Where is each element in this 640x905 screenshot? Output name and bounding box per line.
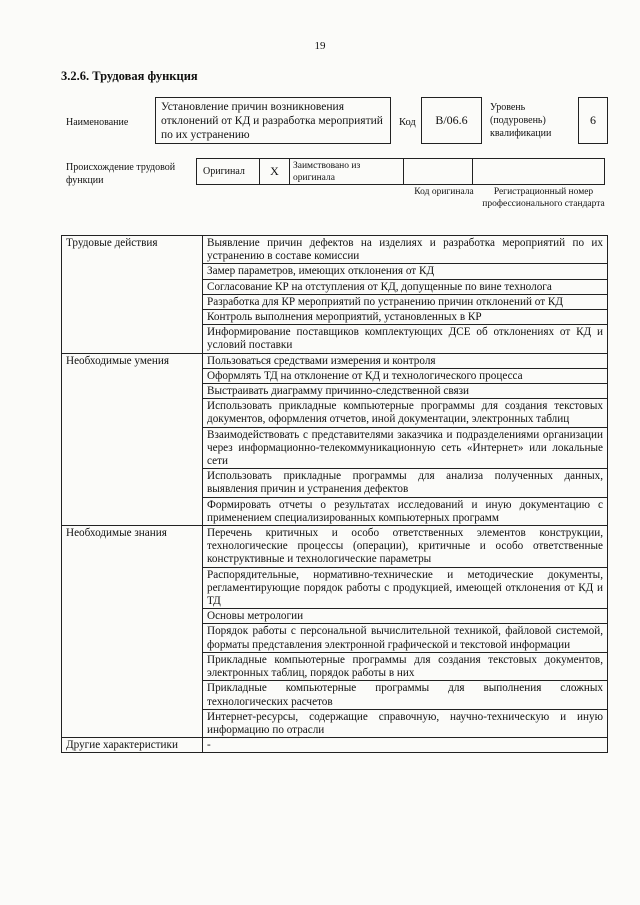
section-item: Разработка для КР мероприятий по устранению причин отклонений от КД (203, 294, 608, 309)
section-item: Использовать прикладные программы для анализа полученных данных, выявления причин и устранения дефектов (203, 469, 608, 497)
function-details-table (61, 235, 608, 753)
origin-row (197, 158, 608, 185)
code-original-caption: Код оригинала (414, 187, 474, 197)
section-category: Трудовые действия (62, 236, 203, 354)
section-category: Другие характеристики (62, 738, 203, 753)
table-row (62, 738, 608, 753)
origin-code-cell (403, 158, 473, 185)
section-item: Согласование КР на отступления от КД, допущенные по вине технолога (203, 279, 608, 294)
section-item: Перечень критичных и особо ответственных элементов конструкции, технологические процессы (операции), критичные и особо ответственные конструктивные и технологические параметры (203, 526, 608, 568)
qualification-level-label: Уровень (подуровень) квалификации (490, 102, 552, 139)
section-item: Контроль выполнения мероприятий, установленных в КР (203, 310, 608, 325)
name-label: Наименование (66, 117, 129, 128)
code-label: Код (399, 117, 416, 128)
page-number: 19 (314, 40, 326, 52)
function-code-value: B/06.6 (421, 97, 482, 144)
origin-original-mark: X (259, 158, 290, 185)
section-item: Взаимодействовать с представителями заказчика и подразделениями организации через информационно-телекоммуникационную сеть «Интернет» или локальные сети (203, 427, 608, 469)
qualification-level-value: 6 (578, 97, 608, 144)
table-row (62, 353, 608, 368)
section-item: Пользоваться средствами измерения и контроля (203, 353, 608, 368)
section-item: Прикладные компьютерные программы для выполнения сложных технологических расчетов (203, 681, 608, 709)
section-item: Замер параметров, имеющих отклонения от КД (203, 264, 608, 279)
section-item: Интернет-ресурсы, содержащие справочную, научно-техническую и иную информацию по отрасли (203, 709, 608, 737)
origin-borrowed-label: Заимствовано из оригинала (289, 158, 404, 185)
section-category: Необходимые умения (62, 353, 203, 525)
section-item: Распорядительные, нормативно-технические и методические документы, регламентирующие порядок работы с продукцией, имеющей отклонения от КД и ТД (203, 567, 608, 609)
origin-original-label: Оригинал (196, 158, 260, 185)
section-item: Оформлять ТД на отклонение от КД и технологического процесса (203, 368, 608, 383)
section-category: Необходимые знания (62, 526, 203, 738)
origin-label: Происхождение трудовой функции (66, 162, 176, 186)
section-item: - (203, 738, 608, 753)
section-item: Использовать прикладные компьютерные программы для создания текстовых документов, оформления отчетов, иной документации, электронных таблиц (203, 399, 608, 427)
function-name-value: Установление причин возникновения отклонений от КД и разработка мероприятий по их устранению (155, 97, 391, 144)
section-title: 3.2.6. Трудовая функция (61, 69, 198, 83)
reg-number-caption: Регистрационный номер профессионального стандарта (482, 187, 605, 209)
section-item: Выявление причин дефектов на изделиях и разработка мероприятий по их устранению в составе комиссии (203, 236, 608, 264)
section-item: Порядок работы с персональной вычислительной техникой, файловой системой, форматы представления электронной графической и текстовой информации (203, 624, 608, 652)
section-item: Выстраивать диаграмму причинно-следственной связи (203, 384, 608, 399)
origin-reg-number-cell (472, 158, 605, 185)
section-item: Формировать отчеты о результатах исследований и иную документацию с применением специализированных компьютерных программ (203, 497, 608, 525)
section-item: Основы метрологии (203, 609, 608, 624)
table-row (62, 526, 608, 568)
table-row (62, 236, 608, 264)
section-item: Информирование поставщиков комплектующих ДСЕ об отклонениях от КД и условий поставки (203, 325, 608, 353)
section-item: Прикладные компьютерные программы для создания текстовых документов, электронных таблиц, порядок работы в них (203, 652, 608, 680)
